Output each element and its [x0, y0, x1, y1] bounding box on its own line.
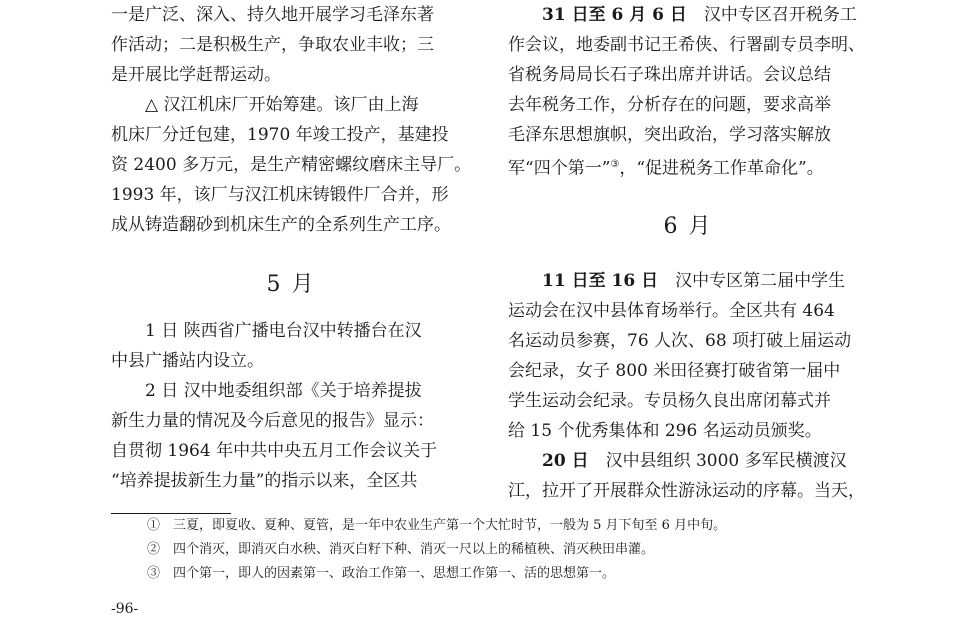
text-line: 是开展比学赶帮运动。	[111, 65, 281, 85]
entry-date: 31 日至 6 月 6 日	[542, 5, 687, 25]
text-line: “培养提拔新生力量”的指示以来，全区共	[111, 471, 418, 491]
text-line	[508, 150, 868, 184]
entry-date: 11 日至 16 日	[542, 270, 659, 291]
page-number: -96-	[111, 601, 139, 617]
text-line: 机床厂分迁包建，1970 年竣工投产，基建投	[111, 125, 449, 145]
footnote-1: ① 三夏，即夏收、夏种、夏管，是一年中农业生产第一个大忙时节，一般为 5 月下旬至 6 月中旬。	[147, 518, 727, 533]
footnote-divider	[111, 513, 231, 514]
entry-text: 汉中县组织 3000 多军民横渡汉	[605, 450, 847, 471]
month-heading-june: 6 月	[663, 213, 713, 239]
text-line: 毛泽东思想旗帜，突出政治，学习落实解放	[508, 125, 831, 145]
text-line: 新生力量的情况及今后意见的报告》显示：	[111, 411, 434, 431]
text-line: 资 2400 多万元，是生产精密螺纹磨床主导厂。	[111, 155, 472, 175]
text-line: 1 日 陕西省广播电台汉中转播台在汉	[145, 321, 422, 341]
text-line: 名运动员参赛，76 人次、68 项打破上届运动	[508, 330, 852, 351]
text-line	[508, 266, 868, 296]
entry-text: 军“四个第一”	[508, 158, 611, 179]
text-line: 江，拉开了开展群众性游泳运动的序幕。当天，	[508, 480, 865, 501]
entry-text: ，“促进税务工作革命化”。	[619, 158, 824, 179]
text-line: 1993 年，该厂与汉江机床铸锻件厂合并，形	[111, 185, 449, 205]
left-column	[111, 0, 471, 496]
text-line: 作活动；二是积极生产，争取农业丰收；三	[111, 35, 434, 55]
text-line: 成从铸造翻砂到机床生产的全系列生产工序。	[111, 215, 451, 235]
text-line: 中县广播站内设立。	[111, 351, 264, 371]
text-line: 给 15 个优秀集体和 296 名运动员颁奖。	[508, 420, 822, 441]
entry-date: 20 日	[542, 450, 589, 471]
text-line: 学生运动会纪录。专员杨久良出席闭幕式并	[508, 390, 831, 411]
right-column	[508, 0, 868, 506]
text-line: 作会议，地委副书记王希侠、行署副专员李明、	[508, 35, 865, 55]
entry-text: 汉中专区第二届中学生	[675, 270, 846, 291]
footnote-3: ③ 四个第一，即人的因素第一、政治工作第一、思想工作第一、活的思想第一。	[147, 566, 616, 581]
text-line: 2 日 汉中地委组织部《关于培养提拔	[145, 381, 422, 401]
text-line: 会纪录，女子 800 米田径赛打破省第一届中	[508, 360, 841, 381]
footnote-ref: ③	[610, 159, 620, 170]
text-line: 省税务局局长石子珠出席并讲话。会议总结	[508, 65, 831, 85]
footnote-2: ② 四个消灭，即消灭白水秧、消灭白籽下种、消灭一尺以上的稀植秧、消灭秧田串灌。	[147, 542, 655, 557]
text-line	[508, 0, 868, 30]
text-line	[508, 446, 868, 476]
text-line: 一是广泛、深入、持久地开展学习毛泽东著	[111, 5, 434, 25]
entry-text: 汉中专区召开税务工	[703, 5, 857, 25]
month-heading-may: 5 月	[266, 272, 316, 297]
text-line: △ 汉江机床厂开始筹建。该厂由上海	[145, 95, 419, 115]
text-line: 自贯彻 1964 年中共中央五月工作会议关于	[111, 441, 438, 461]
text-line: 运动会在汉中县体育场举行。全区共有 464	[508, 300, 835, 321]
text-line: 去年税务工作，分析存在的问题，要求高举	[508, 95, 831, 115]
